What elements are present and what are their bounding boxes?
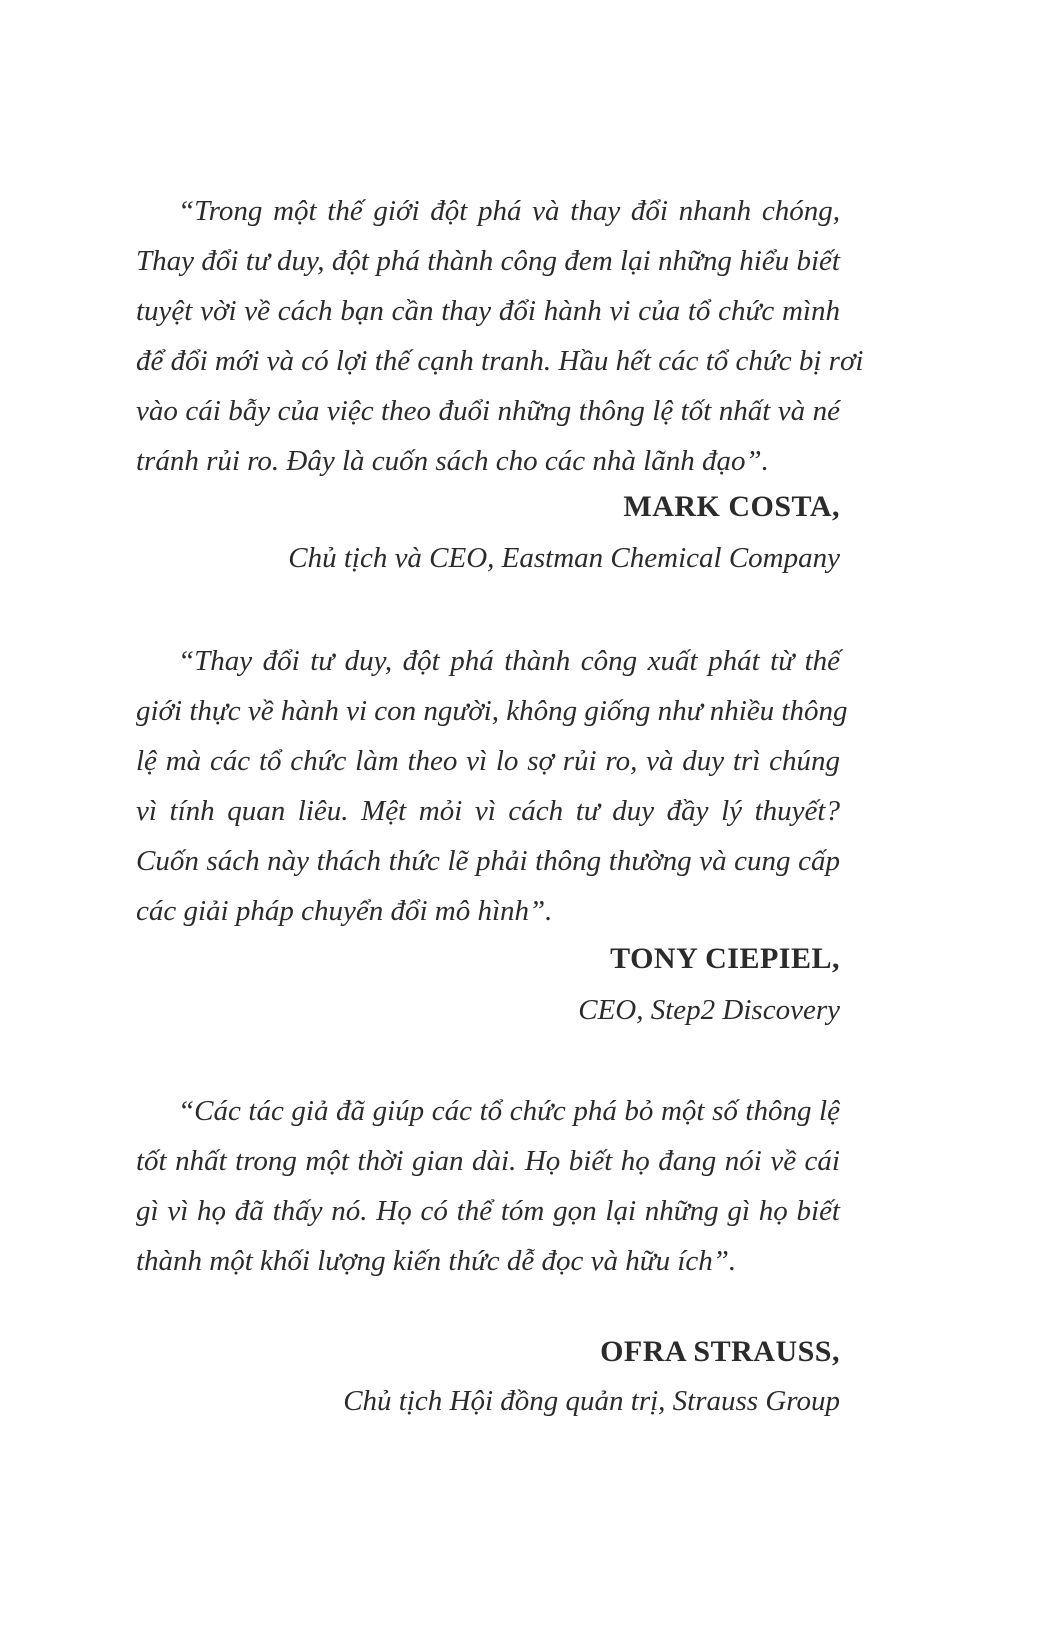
author-role: Chủ tịch và CEO, Eastman Chemical Company — [288, 542, 840, 574]
testimonial-quote — [136, 636, 848, 936]
quote-line: lệ mà các tổ chức làm theo vì lo sợ rủi ro, và duy trì chúng — [136, 745, 840, 777]
testimonial-quote — [136, 1086, 840, 1286]
quote-line: Cuốn sách này thách thức lẽ phải thông thường và cung cấp — [136, 845, 840, 877]
quote-line: gì vì họ đã thấy nó. Họ có thể tóm gọn lại những gì họ biết — [136, 1195, 840, 1227]
quote-line: vào cái bẫy của việc theo đuổi những thông lệ tốt nhất và né — [136, 395, 840, 427]
quote-line: để đổi mới và có lợi thế cạnh tranh. Hầu hết các tổ chức bị rơi — [136, 345, 864, 377]
author-name: TONY CIEPIEL, — [610, 942, 840, 975]
quote-line: tránh rủi ro. Đây là cuốn sách cho các nhà lãnh đạo”. — [136, 445, 769, 477]
quote-line: Thay đổi tư duy, đột phá thành công đem lại những hiểu biết — [136, 245, 840, 277]
quote-line: thành một khối lượng kiến thức dễ đọc và hữu ích”. — [136, 1245, 737, 1277]
quote-line: “Trong một thế giới đột phá và thay đổi nhanh chóng, — [178, 195, 840, 227]
quote-line: “Thay đổi tư duy, đột phá thành công xuất phát từ thế — [178, 645, 840, 677]
quote-line: tốt nhất trong một thời gian dài. Họ biết họ đang nói về cái — [136, 1145, 840, 1177]
quote-line: giới thực về hành vi con người, không giống như nhiều thông — [136, 695, 848, 727]
quote-line: vì tính quan liêu. Mệt mỏi vì cách tư duy đầy lý thuyết? — [136, 795, 840, 827]
author-role: Chủ tịch Hội đồng quản trị, Strauss Group — [343, 1385, 840, 1417]
quote-line: “Các tác giả đã giúp các tổ chức phá bỏ một số thông lệ — [178, 1095, 840, 1127]
author-name: MARK COSTA, — [623, 490, 840, 523]
quote-line: các giải pháp chuyển đổi mô hình”. — [136, 895, 553, 927]
testimonial-quote — [136, 186, 864, 486]
author-role: CEO, Step2 Discovery — [578, 994, 840, 1026]
quote-line: tuyệt vời về cách bạn cần thay đổi hành vi của tổ chức mình — [136, 295, 840, 327]
author-name: OFRA STRAUSS, — [600, 1335, 840, 1368]
